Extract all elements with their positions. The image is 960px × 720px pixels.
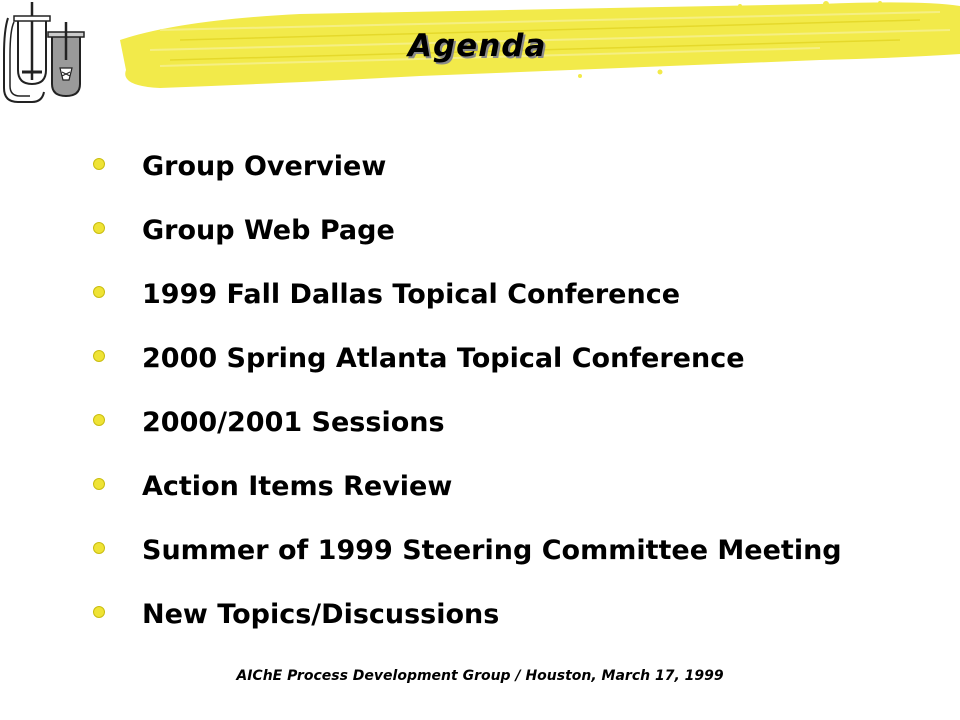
- list-item: [92, 582, 842, 646]
- bullet-dot-icon: [92, 156, 106, 170]
- bullet-dot-icon: [92, 348, 106, 362]
- agenda-item-text: 1999 Fall Dallas Topical Conference: [142, 278, 681, 310]
- bullet-dot-icon: [92, 604, 106, 618]
- list-item: [92, 326, 842, 390]
- list-item: [92, 518, 842, 582]
- agenda-item-text: Group Overview: [142, 150, 387, 182]
- agenda-item-text: Action Items Review: [142, 470, 453, 502]
- bullet-dot-icon: [92, 476, 106, 490]
- bullet-dot-icon: [92, 284, 106, 298]
- agenda-item-text: Group Web Page: [142, 214, 395, 246]
- list-item: [92, 262, 842, 326]
- agenda-item-text: 2000 Spring Atlanta Topical Conference: [142, 342, 745, 374]
- slide-title: Agenda: [408, 28, 547, 64]
- bullet-dot-icon: [92, 540, 106, 554]
- agenda-list: [92, 134, 842, 646]
- list-item: [92, 390, 842, 454]
- list-item: [92, 454, 842, 518]
- list-item: [92, 134, 842, 198]
- agenda-item-text: Summer of 1999 Steering Committee Meeting: [142, 534, 842, 566]
- bullet-dot-icon: [92, 412, 106, 426]
- slide-footer: AIChE Process Development Group / Houston, March 17, 1999: [236, 668, 724, 684]
- aiche-reactor-logo-icon: [0, 0, 100, 110]
- agenda-item-text: New Topics/Discussions: [142, 598, 500, 630]
- list-item: [92, 198, 842, 262]
- bullet-dot-icon: [92, 220, 106, 234]
- agenda-item-text: 2000/2001 Sessions: [142, 406, 445, 438]
